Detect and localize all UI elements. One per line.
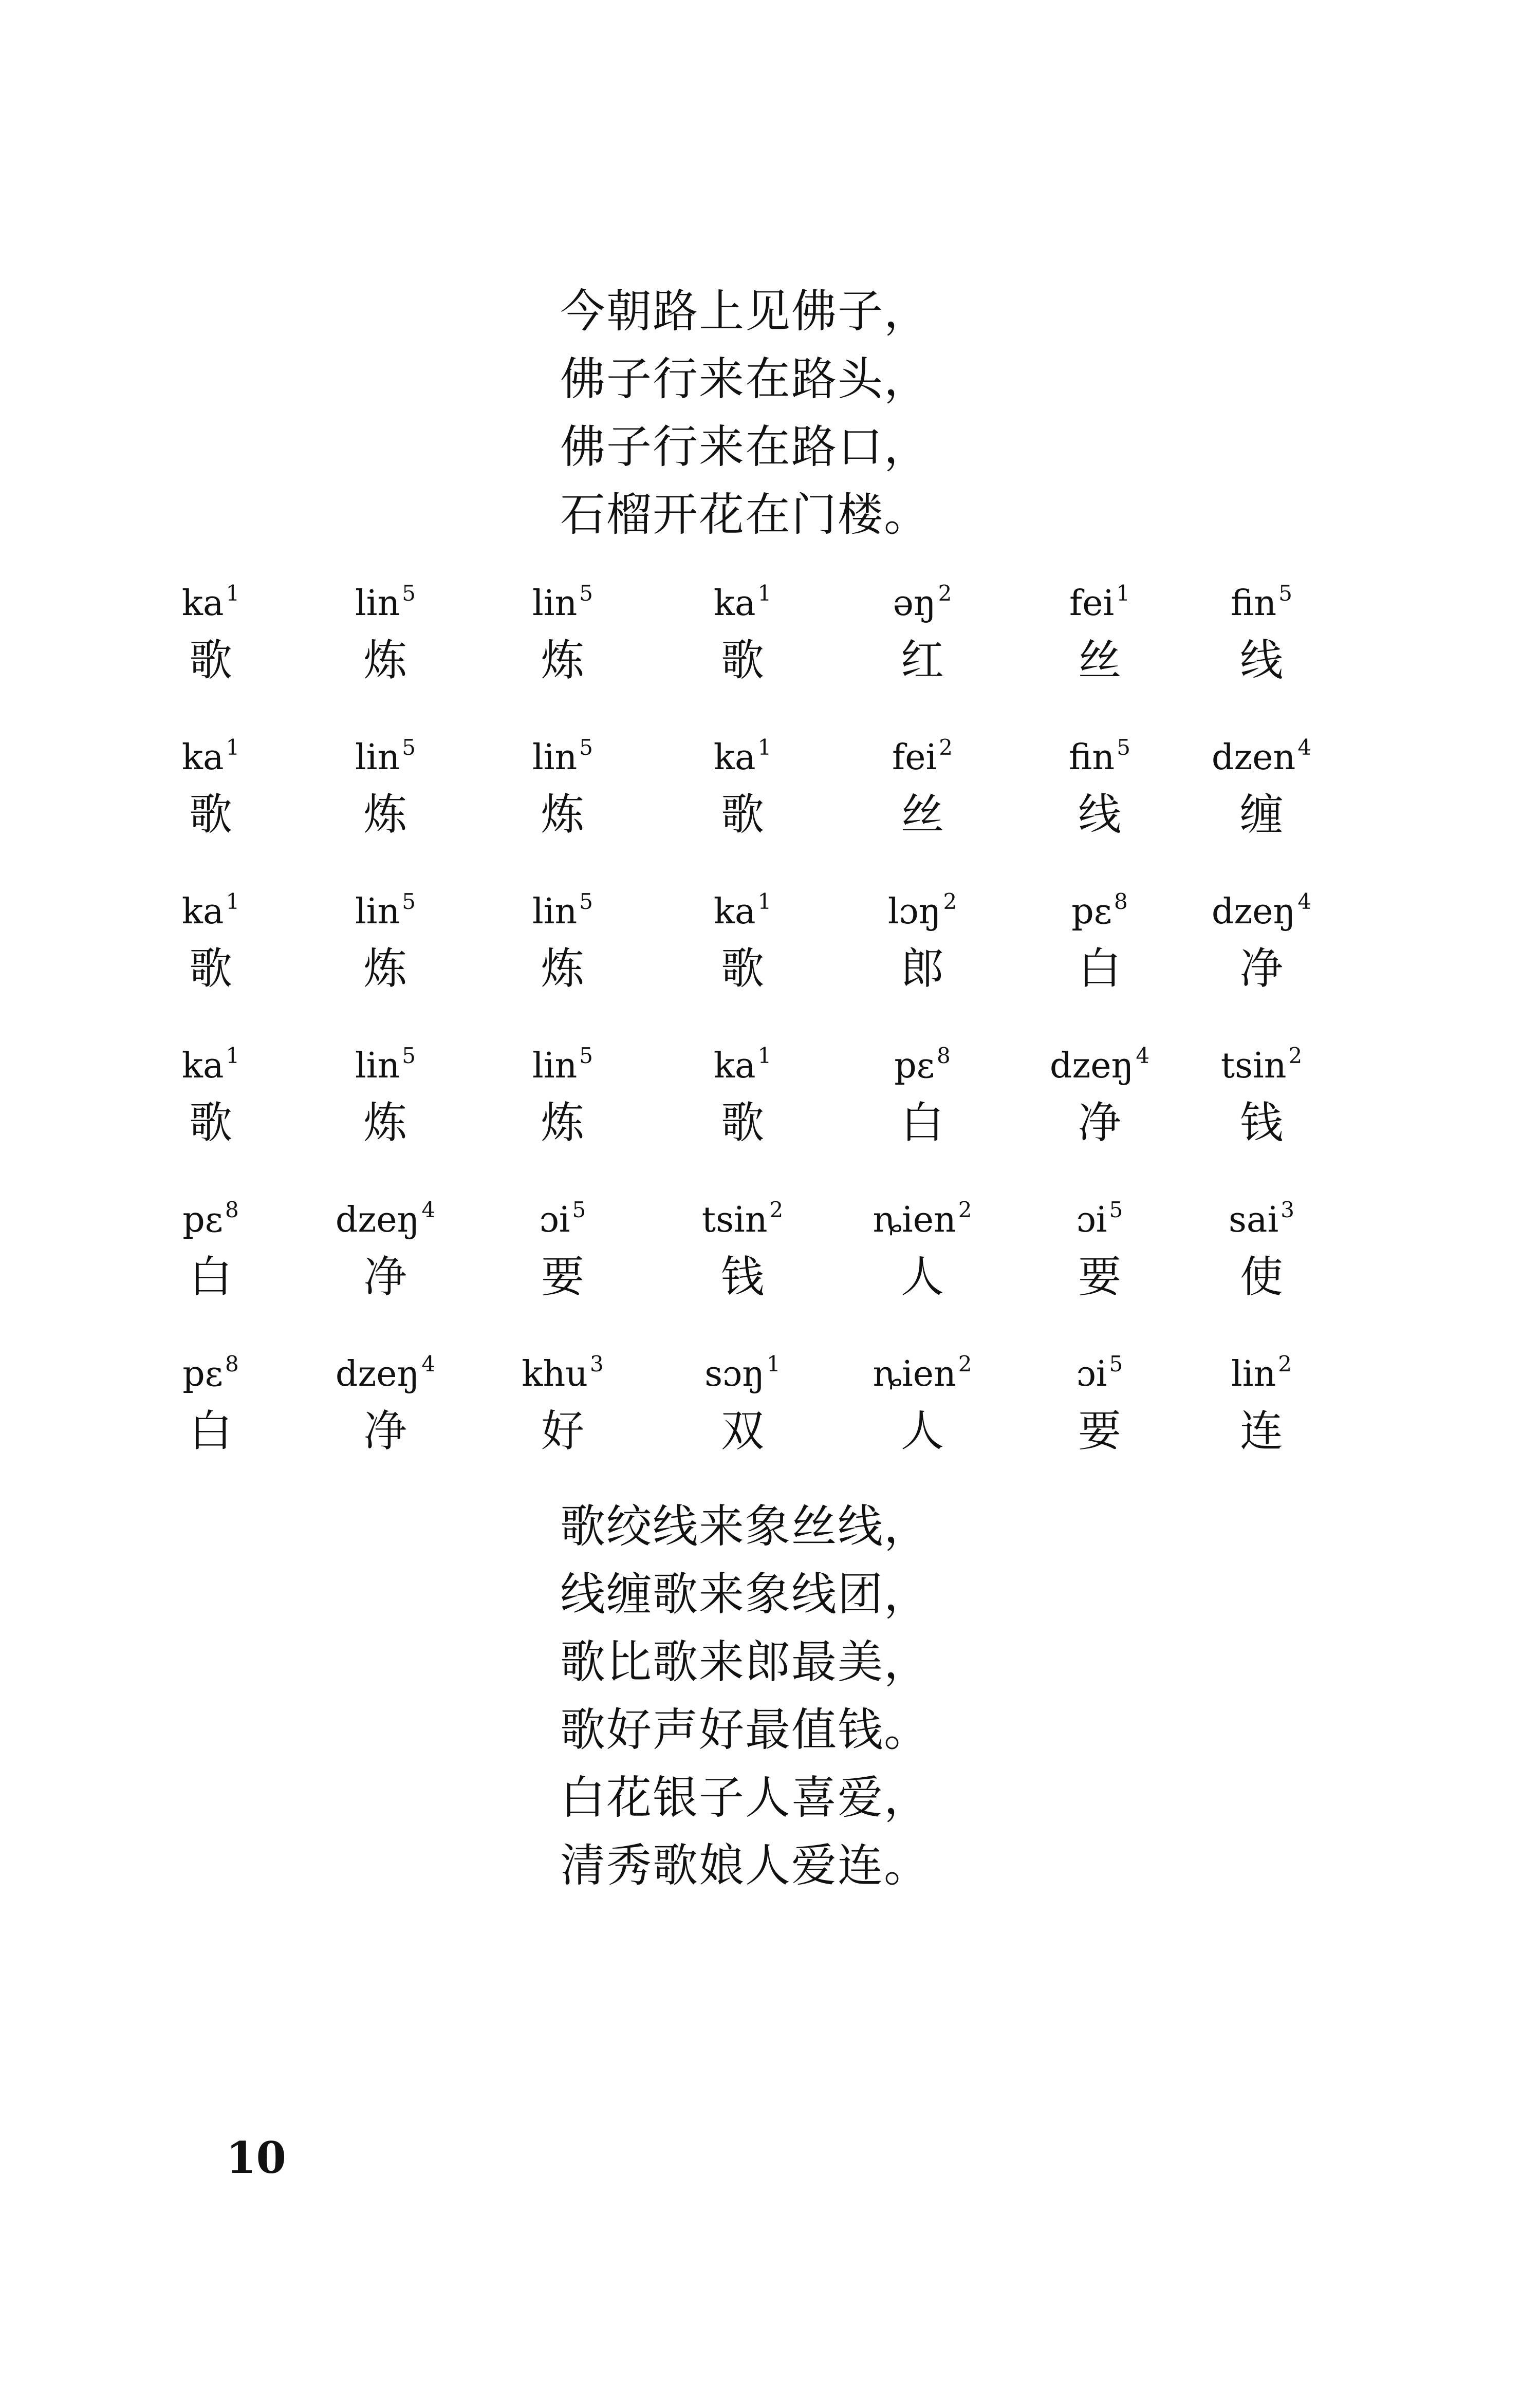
romanization-text: pɛ: [182, 1200, 224, 1240]
tone-number: 3: [1281, 1197, 1294, 1222]
tone-number: 1: [757, 581, 772, 606]
tone-number: 2: [958, 1197, 972, 1222]
verse-top: [560, 277, 930, 549]
syllable-cell: [144, 1025, 277, 1159]
hanzi: 要: [1078, 1252, 1121, 1302]
transcription-row: [0, 1333, 1540, 1487]
syllable-cell: [496, 1333, 629, 1467]
tone-number: 4: [421, 1197, 436, 1222]
romanization-text: dzeŋ: [335, 1200, 420, 1240]
romanization: [144, 871, 277, 933]
verse-line: 线缠歌来象线团，: [560, 1568, 931, 1621]
romanization-text: lin: [355, 891, 400, 932]
romanization-text: ɔi: [539, 1200, 570, 1240]
romanization-text: ɔi: [1076, 1200, 1107, 1240]
tone-number: 5: [1278, 581, 1292, 606]
tone-number: 1: [757, 1043, 772, 1068]
romanization-text: pɛ: [1071, 891, 1112, 932]
syllable-cell: [1033, 871, 1166, 1004]
tone-number: 5: [402, 1043, 416, 1068]
hanzi: 净: [363, 1406, 407, 1456]
tone-number: 4: [1297, 735, 1312, 760]
syllable-cell: [1195, 1179, 1328, 1313]
hanzi: 炼: [363, 789, 407, 840]
verse-line: 歌绞线来象丝线，: [560, 1500, 931, 1553]
romanization: [676, 1025, 809, 1087]
tone-number: 2: [769, 1197, 784, 1222]
romanization: [319, 1025, 452, 1087]
syllable-cell: [496, 563, 629, 696]
tone-number: 5: [402, 735, 416, 760]
romanization-text: ka: [713, 583, 756, 624]
romanization-text: sɔŋ: [704, 1354, 765, 1394]
hanzi: 净: [1239, 943, 1283, 994]
romanization-text: lin: [532, 583, 578, 624]
romanization-text: lin: [532, 1046, 578, 1086]
tone-number: 5: [1109, 1351, 1123, 1376]
hanzi: 净: [363, 1252, 407, 1302]
romanization: [676, 717, 809, 778]
romanization: [676, 563, 809, 624]
romanization-text: ka: [713, 891, 756, 932]
hanzi: 红: [900, 635, 944, 685]
syllable-cell: [856, 1179, 989, 1313]
verse-line: 歌比歌来郎最美，: [560, 1635, 931, 1688]
romanization: [1033, 717, 1166, 778]
tone-number: 3: [590, 1351, 604, 1376]
syllable-cell: [144, 1333, 277, 1467]
tone-number: 1: [767, 1351, 781, 1376]
romanization-text: ka: [181, 737, 224, 778]
hanzi: 钱: [720, 1252, 764, 1302]
tone-number: 8: [225, 1197, 239, 1222]
syllable-cell: [676, 563, 809, 696]
transcription-row: [0, 1179, 1540, 1333]
syllable-cell: [319, 1333, 452, 1467]
hanzi: 线: [1239, 635, 1283, 685]
romanization-text: əŋ: [893, 583, 936, 624]
syllable-cell: [144, 871, 277, 1004]
syllable-cell: [676, 1025, 809, 1159]
syllable-cell: [144, 1179, 277, 1313]
hanzi: 炼: [541, 789, 584, 840]
hanzi: 炼: [541, 943, 584, 994]
romanization-text: lɔŋ: [887, 891, 941, 932]
romanization: [676, 1179, 809, 1241]
romanization-text: khu: [522, 1354, 588, 1394]
romanization-text: ka: [713, 737, 756, 778]
hanzi: 双: [720, 1406, 764, 1456]
syllable-cell: [319, 717, 452, 850]
hanzi: 炼: [363, 1097, 407, 1148]
transcription-row: [0, 1025, 1540, 1179]
tone-number: 1: [1116, 581, 1130, 606]
hanzi: 白: [189, 1252, 232, 1302]
tone-number: 5: [579, 1043, 593, 1068]
romanization-text: ȵien: [873, 1200, 956, 1240]
verse-line: 佛子行来在路头，: [560, 352, 931, 405]
hanzi: 使: [1239, 1252, 1283, 1302]
hanzi: 歌: [189, 1097, 232, 1148]
hanzi: 缠: [1239, 789, 1283, 840]
romanization-text: pɛ: [894, 1046, 935, 1086]
syllable-cell: [676, 717, 809, 850]
romanization-text: lin: [532, 891, 578, 932]
tone-number: 5: [1109, 1197, 1123, 1222]
romanization: [496, 1179, 629, 1241]
romanization: [1033, 563, 1166, 624]
syllable-cell: [856, 1333, 989, 1467]
romanization: [319, 871, 452, 933]
tone-number: 2: [943, 889, 957, 914]
romanization-text: tsin: [701, 1200, 768, 1240]
romanization-text: dzeŋ: [1211, 891, 1296, 932]
romanization: [496, 871, 629, 933]
romanization: [319, 1333, 452, 1395]
romanization: [856, 1025, 989, 1087]
syllable-cell: [496, 871, 629, 1004]
tone-number: 1: [226, 1043, 240, 1068]
romanization-text: dzen: [1211, 737, 1296, 778]
romanization-text: sai: [1229, 1200, 1279, 1240]
syllable-cell: [1033, 1333, 1166, 1467]
romanization: [1195, 1025, 1328, 1087]
syllable-cell: [496, 1025, 629, 1159]
syllable-cell: [496, 1179, 629, 1313]
hanzi: 歌: [720, 635, 764, 685]
tone-number: 8: [1114, 889, 1128, 914]
syllable-cell: [1033, 1025, 1166, 1159]
romanization-text: lin: [355, 737, 400, 778]
hanzi: 钱: [1239, 1097, 1283, 1148]
verse-line: 白花银子人喜爱，: [560, 1771, 931, 1824]
hanzi: 白: [1078, 943, 1121, 994]
hanzi: 好: [541, 1406, 584, 1456]
tone-number: 1: [226, 581, 240, 606]
romanization: [1195, 563, 1328, 624]
tone-number: 2: [958, 1351, 972, 1376]
page-number: 10: [226, 2132, 286, 2183]
transcription-row: [0, 871, 1540, 1025]
tone-number: 5: [579, 581, 593, 606]
tone-number: 1: [757, 889, 772, 914]
hanzi: 炼: [363, 635, 407, 685]
syllable-cell: [1195, 1333, 1328, 1467]
syllable-cell: [856, 563, 989, 696]
syllable-cell: [319, 563, 452, 696]
tone-number: 4: [421, 1351, 436, 1376]
romanization-text: fin: [1231, 583, 1277, 624]
tone-number: 5: [402, 889, 416, 914]
tone-number: 5: [1117, 735, 1130, 760]
syllable-cell: [676, 1333, 809, 1467]
verse-line: 今朝路上见佛子，: [560, 285, 931, 338]
romanization: [496, 717, 629, 778]
verse-line: 佛子行来在路口，: [560, 420, 931, 473]
romanization-text: ka: [181, 891, 224, 932]
transcription-row: [0, 717, 1540, 871]
romanization: [1195, 871, 1328, 933]
hanzi: 要: [1078, 1406, 1121, 1456]
romanization: [144, 1333, 277, 1395]
hanzi: 净: [1078, 1097, 1121, 1148]
syllable-cell: [856, 1025, 989, 1159]
tone-number: 8: [937, 1043, 951, 1068]
syllable-cell: [496, 717, 629, 850]
romanization: [1195, 717, 1328, 778]
hanzi: 炼: [541, 1097, 584, 1148]
romanization-text: ɔi: [1076, 1354, 1107, 1394]
verse-line: 歌好声好最值钱。: [560, 1703, 931, 1756]
syllable-cell: [319, 871, 452, 1004]
romanization-text: dzeŋ: [335, 1354, 420, 1394]
romanization-text: dzeŋ: [1049, 1046, 1134, 1086]
romanization-text: lin: [532, 737, 578, 778]
hanzi: 丝: [1078, 635, 1121, 685]
tone-number: 5: [572, 1197, 586, 1222]
tone-number: 1: [226, 889, 240, 914]
syllable-cell: [1195, 871, 1328, 1004]
syllable-cell: [856, 871, 989, 1004]
hanzi: 郎: [900, 943, 944, 994]
romanization-text: ȵien: [873, 1354, 956, 1394]
romanization: [1195, 1179, 1328, 1241]
tone-number: 5: [579, 735, 593, 760]
syllable-cell: [144, 563, 277, 696]
syllable-cell: [319, 1179, 452, 1313]
hanzi: 炼: [541, 635, 584, 685]
hanzi: 线: [1078, 789, 1121, 840]
romanization: [1033, 871, 1166, 933]
syllable-cell: [1033, 1179, 1166, 1313]
tone-number: 8: [225, 1351, 239, 1376]
syllable-cell: [1195, 1025, 1328, 1159]
syllable-cell: [1033, 717, 1166, 850]
hanzi: 人: [900, 1252, 944, 1302]
hanzi: 人: [900, 1406, 944, 1456]
romanization: [496, 1025, 629, 1087]
hanzi: 歌: [720, 789, 764, 840]
syllable-cell: [676, 1179, 809, 1313]
hanzi: 歌: [189, 789, 232, 840]
romanization: [319, 1179, 452, 1241]
tone-number: 1: [757, 735, 772, 760]
romanization: [319, 717, 452, 778]
tone-number: 2: [938, 581, 952, 606]
romanization: [1033, 1025, 1166, 1087]
transcription-row: [0, 563, 1540, 717]
romanization: [319, 563, 452, 624]
syllable-cell: [676, 871, 809, 1004]
romanization-text: ka: [181, 1046, 224, 1086]
syllable-cell: [319, 1025, 452, 1159]
romanization: [856, 717, 989, 778]
hanzi: 丝: [900, 789, 944, 840]
romanization: [1195, 1333, 1328, 1395]
romanization-text: ka: [713, 1046, 756, 1086]
tone-number: 5: [402, 581, 416, 606]
syllable-cell: [856, 717, 989, 850]
romanization-text: tsin: [1220, 1046, 1287, 1086]
romanization: [856, 563, 989, 624]
hanzi: 连: [1239, 1406, 1283, 1456]
verse-line: 清秀歌娘人爱连。: [560, 1839, 931, 1892]
romanization: [676, 871, 809, 933]
tone-number: 4: [1136, 1043, 1150, 1068]
romanization: [1033, 1333, 1166, 1395]
romanization: [144, 1025, 277, 1087]
romanization: [856, 1333, 989, 1395]
tone-number: 5: [579, 889, 593, 914]
hanzi: 白: [900, 1097, 944, 1148]
syllable-cell: [1033, 563, 1166, 696]
romanization: [676, 1333, 809, 1395]
tone-number: 2: [939, 735, 953, 760]
romanization: [496, 1333, 629, 1395]
hanzi: 歌: [720, 1097, 764, 1148]
romanization-text: lin: [355, 1046, 400, 1086]
romanization-text: fei: [1069, 583, 1115, 624]
romanization-text: fei: [892, 737, 937, 778]
syllable-cell: [1195, 563, 1328, 696]
hanzi: 白: [189, 1406, 232, 1456]
tone-number: 4: [1297, 889, 1312, 914]
verse-bottom: [560, 1493, 930, 1900]
hanzi: 歌: [189, 635, 232, 685]
romanization: [856, 871, 989, 933]
romanization: [856, 1179, 989, 1241]
romanization-text: pɛ: [182, 1354, 224, 1394]
hanzi: 歌: [189, 943, 232, 994]
tone-number: 1: [226, 735, 240, 760]
hanzi: 要: [541, 1252, 584, 1302]
hanzi: 歌: [720, 943, 764, 994]
romanization-text: lin: [1231, 1354, 1276, 1394]
transcription-grid: [0, 563, 1540, 1487]
romanization-text: lin: [355, 583, 400, 624]
romanization-text: ka: [181, 583, 224, 624]
romanization: [144, 717, 277, 778]
romanization: [144, 1179, 277, 1241]
romanization-text: fin: [1069, 737, 1115, 778]
hanzi: 炼: [363, 943, 407, 994]
syllable-cell: [144, 717, 277, 850]
tone-number: 2: [1278, 1351, 1292, 1376]
syllable-cell: [1195, 717, 1328, 850]
verse-line: 石榴开花在门楼。: [560, 488, 931, 541]
romanization: [1033, 1179, 1166, 1241]
tone-number: 2: [1288, 1043, 1303, 1068]
romanization: [144, 563, 277, 624]
romanization: [496, 563, 629, 624]
